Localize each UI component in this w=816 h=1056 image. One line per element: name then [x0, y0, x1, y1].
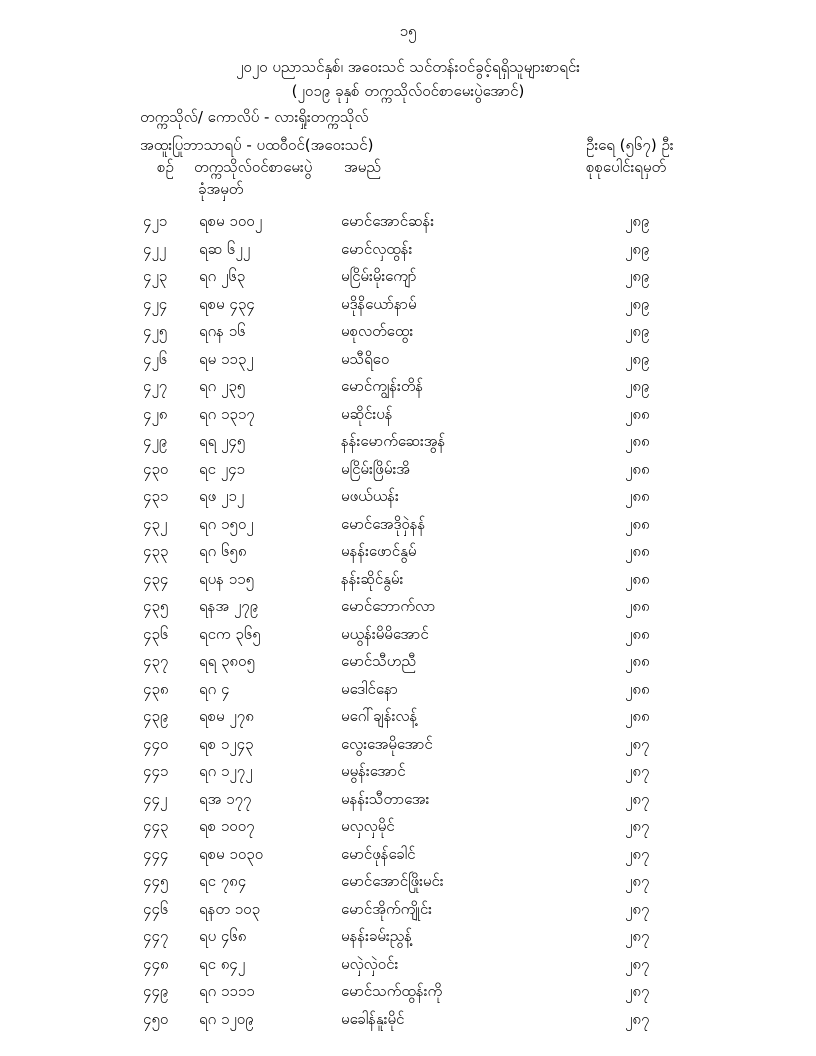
row-total-marks: ၂၈၈ — [625, 652, 650, 670]
row-student-name: မဂေါ်ချန်းလန့် — [341, 707, 418, 725]
row-seq: ၄၂၄ — [143, 294, 168, 313]
row-seq: ၄၅၀ — [143, 1009, 169, 1028]
row-seq: ၄၄၁ — [143, 762, 169, 780]
page-number: ၁၅ — [399, 22, 417, 40]
row-seq: ၄၄၅ — [143, 872, 169, 890]
table-row — [0, 868, 816, 896]
row-student-name: မငြိမ်းဖြိမ်းအိ — [341, 459, 411, 478]
row-seq: ၄၃၈ — [143, 679, 169, 698]
row-roll-number: ရင ၇၈၄ — [199, 872, 247, 890]
row-roll-number: ရရ ၃၈၀၅ — [199, 652, 255, 670]
row-student-name: မသီရိဝေ — [341, 349, 390, 368]
row-total-marks: ၂၈၈ — [625, 624, 650, 643]
table-row — [0, 566, 816, 594]
row-seq: ၄၂၃ — [143, 267, 168, 285]
row-roll-number: ရရ ၂၄၅ — [199, 432, 246, 450]
row-student-name: နန်းမောက်ဆေးအွန် — [341, 432, 446, 450]
row-roll-number: ရဖ ၂၁၂ — [199, 487, 245, 505]
table-row — [0, 263, 816, 291]
student-list — [0, 208, 816, 1033]
table-row — [0, 208, 816, 236]
row-seq: ၄၂၆ — [143, 349, 168, 368]
row-roll-number: ရစ ၁၀၀၇ — [199, 817, 255, 835]
row-seq: ၄၂၉ — [143, 432, 168, 450]
row-total-marks: ၂၈၇ — [625, 872, 650, 890]
row-student-name: မောင်အေဒိုဝှဲနန် — [341, 514, 426, 533]
row-roll-number: ရပ ၄၆၈ — [199, 927, 247, 945]
table-row — [0, 401, 816, 429]
row-student-name: မောင်သက်ထွန်းကို — [341, 982, 443, 1000]
table-row — [0, 291, 816, 319]
row-roll-number: ရစမ ၄၃၄ — [199, 294, 255, 313]
row-total-marks: ၂၈၇ — [625, 899, 650, 918]
document-subtitle: (၂၀၁၉ ခုနှစ် တက္ကသိုလ်ဝင်စာမေးပွဲအောင်) — [291, 82, 525, 100]
row-seq: ၄၂၂ — [143, 239, 167, 258]
row-student-name: မနန်းသီတာအေး — [341, 789, 430, 808]
row-roll-number: ရဂန ၁၆ — [199, 322, 246, 340]
row-roll-number: ရငက ၃၆၅ — [199, 624, 261, 643]
row-roll-number: ရနတ ၁၀၃ — [199, 899, 261, 918]
table-row — [0, 841, 816, 869]
row-roll-number: ရစမ ၁၀၃၀ — [199, 844, 264, 863]
table-row — [0, 703, 816, 731]
row-student-name: မမွန်းအောင် — [341, 762, 406, 780]
row-seq: ၄၂၅ — [143, 322, 168, 340]
row-seq: ၄၄၉ — [143, 982, 169, 1000]
row-total-marks: ၂၈၉ — [625, 267, 650, 285]
row-total-marks: ၂၈၈ — [625, 514, 650, 533]
row-total-marks: ၂၈၇ — [625, 817, 650, 835]
row-total-marks: ၂၈၇ — [625, 954, 650, 973]
table-row — [0, 978, 816, 1006]
row-student-name: မခေါန်နူးမိုင် — [341, 1009, 405, 1028]
table-row — [0, 731, 816, 759]
row-seq: ၄၄၂ — [143, 789, 168, 808]
row-roll-number: ရဂ ၂၃၅ — [199, 377, 246, 395]
table-row — [0, 236, 816, 264]
row-seq: ၄၂၁ — [143, 212, 168, 230]
table-row — [0, 813, 816, 841]
row-student-name: မနန်းခမ်းညွန့် — [341, 927, 412, 945]
table-row — [0, 593, 816, 621]
row-total-marks: ၂၈၈ — [625, 679, 650, 698]
row-seq: ၄၄၄ — [143, 844, 169, 863]
row-student-name: မောင်အောင်ဖြိုးမင်း — [341, 872, 444, 890]
row-roll-number: ရဂ ၄ — [199, 679, 230, 698]
row-seq: ၄၃၆ — [143, 624, 169, 643]
row-student-name: မဖယ်ယန်း — [341, 487, 399, 505]
row-student-name: မဒေါင်နော — [341, 679, 398, 698]
major-label: အထူးပြုဘာသာရပ် - ပထဝီဝင်(အဝေးသင်) — [140, 136, 374, 154]
row-roll-number: ရဂ ၁၂၇၂ — [199, 762, 253, 780]
row-roll-number: ရစ ၁၂၄၃ — [199, 734, 254, 753]
row-seq: ၄၄၈ — [143, 954, 169, 973]
row-roll-number: ရဂ ၁၁၁၁ — [199, 982, 255, 1000]
row-total-marks: ၂၈၈ — [625, 542, 650, 560]
row-student-name: မယွန်းမိမိအောင် — [341, 624, 429, 643]
row-roll-number: ရဂ ၂၆၃ — [199, 267, 246, 285]
table-row — [0, 786, 816, 814]
row-student-name: မောင်လှထွန်း — [341, 239, 413, 258]
row-student-name: မငြိမ်းမိုးကျော် — [341, 267, 417, 285]
row-student-name: မောင်အိုက်ကျိုင်း — [341, 899, 432, 918]
row-roll-number: ရဂ ၁၅၀၂ — [199, 514, 254, 533]
row-total-marks: ၂၈၉ — [625, 377, 650, 395]
row-roll-number: ရအ ၁၇၇ — [199, 789, 252, 808]
row-seq: ၄၃၃ — [143, 542, 169, 560]
row-student-name: မဆိုင်းပန် — [341, 404, 393, 423]
row-roll-number: ရဂ ၁၂၀၉ — [199, 1009, 254, 1028]
row-seq: ၄၃၁ — [143, 487, 169, 505]
table-row — [0, 896, 816, 924]
row-total-marks: ၂၈၈ — [625, 459, 650, 478]
row-total-marks: ၂၈၇ — [625, 844, 650, 863]
row-seq: ၄၃၂ — [143, 514, 168, 533]
table-row — [0, 346, 816, 374]
document-title: ၂၀၂၀ ပညာသင်နှစ်၊ အဝေးသင် သင်တန်းဝင်ခွင့်ရရှိသူများစာရင်း — [236, 58, 580, 76]
row-total-marks: ၂၈၈ — [625, 569, 650, 588]
row-roll-number: ရင ၂၄၁ — [199, 459, 245, 478]
row-roll-number: ရဆ ၆၂၂ — [199, 239, 251, 258]
row-student-name: မောင်သီဟညီ — [341, 652, 416, 670]
row-total-marks: ၂၈၈ — [625, 707, 650, 725]
row-student-name: မနန်းဖောင်နွမ် — [341, 542, 417, 560]
table-row — [0, 923, 816, 951]
table-row — [0, 621, 816, 649]
table-row — [0, 511, 816, 539]
row-seq: ၄၃၇ — [143, 652, 169, 670]
row-total-marks: ၂၈၉ — [625, 349, 650, 368]
row-seq: ၄၂၇ — [143, 377, 168, 395]
row-seq: ၄၄၆ — [143, 899, 169, 918]
row-total-marks: ၂၈၇ — [625, 734, 650, 753]
row-seq: ၄၃၉ — [143, 707, 169, 725]
row-total-marks: ၂၈၈ — [625, 404, 650, 423]
row-roll-number: ရဂ ၁၃၁၇ — [199, 404, 255, 423]
table-row — [0, 456, 816, 484]
row-seq: ၄၃၅ — [143, 597, 169, 615]
row-total-marks: ၂၈၇ — [625, 762, 650, 780]
row-total-marks: ၂၈၉ — [625, 212, 650, 230]
table-row — [0, 951, 816, 979]
name-column-header: အမည် — [344, 158, 381, 176]
row-total-marks: ၂၈၈ — [625, 487, 650, 505]
university-label: တက္ကသိုလ်/ ကောလိပ် - လားရှိုးတက္ကသိုလ် — [140, 108, 369, 126]
row-roll-number: ရစမ ၁၀၀၂ — [199, 212, 263, 230]
row-seq: ၄၃၄ — [143, 569, 169, 588]
cutoff-marks-label: ဦးရေ (၅၆၇) ဦး — [586, 136, 674, 154]
row-student-name: မောင်အောင်ဆန်း — [341, 212, 435, 230]
row-total-marks: ၂၈၈ — [625, 432, 650, 450]
row-roll-number: ရမ ၁၁၃၂ — [199, 349, 254, 368]
row-total-marks: ၂၈၇ — [625, 927, 650, 945]
row-student-name: နန်းဆိုင်နွမ်း — [341, 569, 404, 588]
seq-column-header: စဉ် — [157, 158, 174, 176]
row-student-name: မလှလှမိုင် — [341, 817, 395, 835]
row-seq: ၄၄၀ — [143, 734, 169, 753]
row-seq: ၄၂၈ — [143, 404, 168, 423]
marks-column-header: စုစုပေါင်းရမှတ် — [586, 158, 667, 176]
row-roll-number: ရင ၈၄၂ — [199, 954, 246, 973]
row-roll-number: ရပန ၁၁၅ — [199, 569, 255, 588]
roll-column-header-line2: ခုံအမှတ် — [198, 180, 244, 198]
row-roll-number: ရနအ ၂၇၉ — [199, 597, 259, 615]
row-roll-number: ရဂ ၆၅၈ — [199, 542, 247, 560]
row-total-marks: ၂၈၇ — [625, 982, 650, 1000]
row-student-name: လွေးအေမိုအောင် — [341, 734, 433, 753]
table-row — [0, 676, 816, 704]
table-row — [0, 1006, 816, 1034]
row-student-name: မစုလတ်ထွေး — [341, 322, 414, 340]
row-total-marks: ၂၈၉ — [625, 239, 650, 258]
row-seq: ၄၄၃ — [143, 817, 169, 835]
row-total-marks: ၂၈၈ — [625, 597, 650, 615]
row-seq: ၄၃၀ — [143, 459, 169, 478]
row-total-marks: ၂၈၉ — [625, 322, 650, 340]
table-row — [0, 318, 816, 346]
table-row — [0, 373, 816, 401]
row-student-name: မောင်ကျွန်းတိန် — [341, 377, 424, 395]
table-row — [0, 428, 816, 456]
row-student-name: မဒိုနိယော်နာမ် — [341, 294, 417, 313]
row-seq: ၄၄၇ — [143, 927, 169, 945]
table-row — [0, 538, 816, 566]
row-total-marks: ၂၈၇ — [625, 789, 650, 808]
roll-column-header: တက္ကသိုလ်ဝင်စာမေးပွဲ — [194, 158, 313, 176]
row-roll-number: ရစမ ၂၇၈ — [199, 707, 254, 725]
table-row — [0, 758, 816, 786]
row-total-marks: ၂၈၇ — [625, 1009, 650, 1028]
row-student-name: မလှဲလှဲဝင်း — [341, 954, 399, 973]
table-row — [0, 648, 816, 676]
table-row — [0, 483, 816, 511]
row-student-name: မောင်ဘောက်လာ — [341, 597, 436, 615]
row-total-marks: ၂၈၉ — [625, 294, 650, 313]
row-student-name: မောင်ဖုန်ခေါင် — [341, 844, 416, 863]
